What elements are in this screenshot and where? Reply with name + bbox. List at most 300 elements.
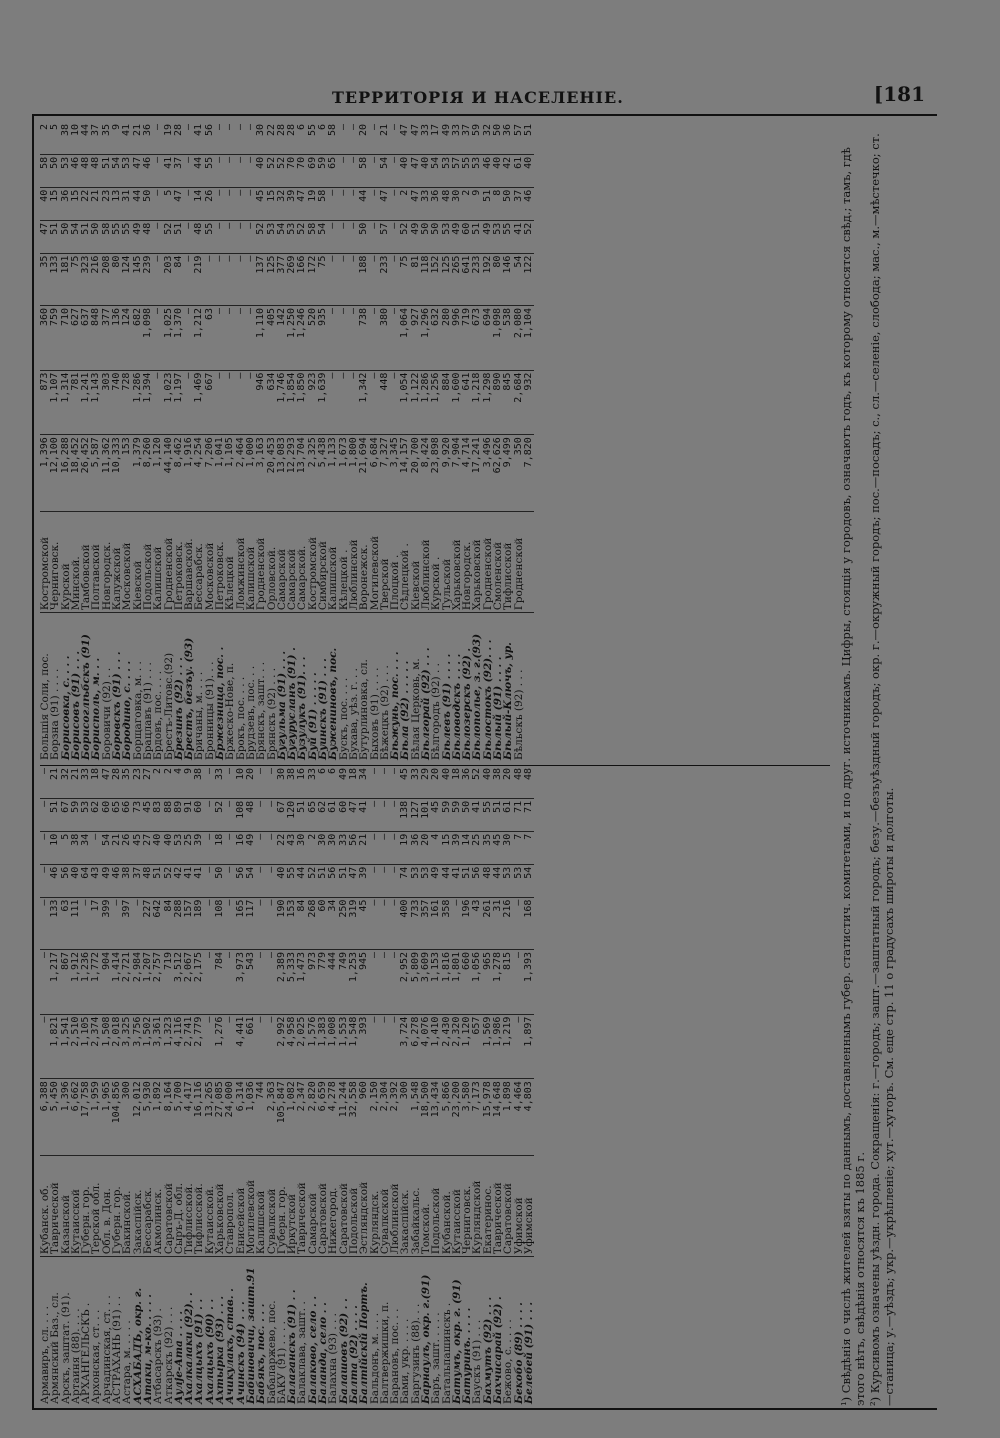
value-cell: 41 <box>122 122 132 154</box>
value-cell: 2,464 <box>236 435 246 512</box>
value-cell: 1,246 <box>297 305 307 370</box>
value-cell: — <box>370 831 380 864</box>
value-cell: 52 <box>267 154 277 187</box>
province-cell: Тифлисской. <box>194 1156 204 1257</box>
value-cell: 52 <box>524 220 534 253</box>
province-cell: Курляндск. <box>370 1156 380 1257</box>
value-cell: 1,082 <box>287 1079 297 1156</box>
value-cell: 2,320 <box>452 1014 462 1079</box>
province-cell: Гродненской <box>483 512 493 613</box>
value-cell: 19 <box>308 187 318 220</box>
province-cell: Тверской <box>380 512 390 613</box>
value-cell: — <box>153 122 163 154</box>
value-cell: 10 <box>236 766 246 798</box>
value-cell: 3,973 <box>236 949 246 1014</box>
value-cell: 40 <box>493 154 503 187</box>
value-cell: 543 <box>246 949 256 1014</box>
province-cell: Калишской <box>328 512 338 613</box>
value-cell: — <box>246 305 256 370</box>
value-cell: 2,018 <box>112 1014 122 1079</box>
page-header <box>32 82 937 112</box>
value-cell: — <box>328 370 338 435</box>
value-cell: 923 <box>308 370 318 435</box>
value-cell: 738 <box>359 305 369 370</box>
value-cell: 84 <box>174 253 184 305</box>
value-cell: — <box>390 766 400 798</box>
place-name-cell: Борисовъ (91) . . . <box>69 650 82 760</box>
place-name-cell: Бужениновъ, пос. <box>327 647 340 760</box>
value-cell: 22 <box>277 831 287 864</box>
value-cell: 12,012 <box>133 1079 143 1156</box>
value-cell: 54 <box>431 154 441 187</box>
value-cell: 10 <box>71 122 81 154</box>
value-cell: 49 <box>483 220 493 253</box>
value-cell: 60 <box>462 220 472 253</box>
province-cell: Бессарабск. <box>143 1156 153 1257</box>
value-cell: 66 <box>122 798 132 831</box>
value-cell: 55 <box>503 220 513 253</box>
value-cell: 1,323 <box>164 1014 174 1079</box>
value-cell: 21 <box>50 766 60 798</box>
value-cell: 15 <box>71 187 81 220</box>
value-cell: 47 <box>349 798 359 831</box>
value-cell: 44 <box>133 187 143 220</box>
value-cell: 5,587 <box>91 435 101 512</box>
value-cell: — <box>225 949 235 1014</box>
value-cell: — <box>225 154 235 187</box>
value-cell: 2,684 <box>514 370 524 435</box>
value-cell: 75 <box>71 253 81 305</box>
value-cell: 39 <box>359 864 369 897</box>
value-cell: — <box>215 122 225 154</box>
place-name-cell: Баланда, село . . <box>317 1302 330 1404</box>
value-cell: — <box>370 220 380 253</box>
value-cell: 43 <box>472 897 482 949</box>
value-cell: 73 <box>133 798 143 831</box>
value-cell: 67 <box>277 798 287 831</box>
value-cell: 2,389 <box>277 949 287 1014</box>
place-name-cell: Балаклава, зашт. . <box>296 1301 309 1404</box>
value-cell: 40 <box>524 154 534 187</box>
place-name-cell: Балтійскій Портъ. <box>358 1282 371 1404</box>
value-cell: 1,250 <box>287 305 297 370</box>
province-cell: Саратовской <box>164 1156 174 1257</box>
value-cell: 33 <box>421 122 431 154</box>
value-cell: 58 <box>40 154 50 187</box>
value-cell: — <box>215 305 225 370</box>
province-cell: Черниговск. <box>462 1156 472 1257</box>
value-cell: 2,025 <box>297 1014 307 1079</box>
place-name-cell: Балтвержишки, п. <box>378 1301 391 1404</box>
value-cell: 21 <box>133 122 143 154</box>
value-cell: 4,958 <box>287 1014 297 1079</box>
value-cell: 46 <box>71 154 81 187</box>
value-cell: — <box>380 897 390 949</box>
value-cell: 17,758 <box>81 1079 91 1156</box>
value-cell: 153 <box>122 435 132 512</box>
value-cell: 41 <box>184 864 194 897</box>
value-cell: 965 <box>483 949 493 1014</box>
value-cell: 867 <box>61 949 71 1014</box>
value-cell: 3,580 <box>462 1079 472 1156</box>
value-cell: — <box>390 798 400 831</box>
value-cell: 9 <box>472 187 482 220</box>
value-cell: — <box>40 1014 50 1079</box>
place-name-cell: Армянский Баз., сл. <box>49 1292 62 1404</box>
value-cell: 927 <box>411 305 421 370</box>
value-cell: 3,361 <box>153 1014 163 1079</box>
value-cell: 196 <box>462 897 472 949</box>
value-cell: 62 <box>91 798 101 831</box>
value-cell: 50 <box>215 864 225 897</box>
value-cell: 30 <box>277 766 287 798</box>
value-cell: 47 <box>411 122 421 154</box>
value-cell: 1,965 <box>102 1079 112 1156</box>
value-cell: 52 <box>472 766 482 798</box>
value-cell: 18 <box>349 766 359 798</box>
value-cell: 56 <box>349 831 359 864</box>
province-cell: Губерн. гор. <box>112 1156 122 1257</box>
value-cell: 54 <box>71 220 81 253</box>
value-cell: 1,898 <box>503 1079 513 1156</box>
value-cell: — <box>184 253 194 305</box>
place-name-cell: Балахна (93) . . . <box>327 1312 340 1404</box>
value-cell: 660 <box>462 949 472 1014</box>
value-cell: 673 <box>472 305 482 370</box>
value-cell: 13 <box>112 187 122 220</box>
value-cell: 3,345 <box>390 435 400 512</box>
place-name-cell: Бѣлозерскъ (92) . <box>461 647 474 760</box>
value-cell: 27 <box>143 766 153 798</box>
province-cell: Сувалкской <box>267 1156 277 1257</box>
value-cell: — <box>205 949 215 1014</box>
value-cell: 52 <box>277 154 287 187</box>
value-cell: 3,756 <box>133 1014 143 1079</box>
value-cell: — <box>267 864 277 897</box>
value-cell: — <box>225 187 235 220</box>
value-cell: 51 <box>493 798 503 831</box>
place-name-cell: Бухава, уѣз. г. . . <box>347 667 360 760</box>
value-cell: 14 <box>194 187 204 220</box>
province-cell: Уфимской <box>524 1156 534 1257</box>
value-cell: 1,821 <box>50 1014 60 1079</box>
value-cell: — <box>153 187 163 220</box>
value-cell: — <box>390 864 400 897</box>
place-name-cell: АСХАБАДЪ, окр. г. <box>131 1287 144 1404</box>
value-cell: 30 <box>503 831 513 864</box>
value-cell: 1,286 <box>421 370 431 435</box>
province-cell: Сѣдлецкой . <box>400 512 410 613</box>
value-cell: 27,085 <box>215 1079 225 1156</box>
value-cell: 59 <box>452 798 462 831</box>
place-name-cell: Балаганскъ (91) . . <box>286 1289 299 1404</box>
province-cell: Забайкальс. <box>411 1156 421 1257</box>
value-cell: — <box>370 370 380 435</box>
value-cell: 4 <box>431 831 441 864</box>
value-cell: — <box>225 305 235 370</box>
value-cell: 3,496 <box>483 435 493 512</box>
value-cell: 46 <box>143 154 153 187</box>
value-cell: — <box>246 220 256 253</box>
value-cell: 7 <box>514 831 524 864</box>
value-cell: 1,746 <box>277 370 287 435</box>
value-cell: 30 <box>318 831 328 864</box>
place-name-cell: Бѣлевъ (91) . . . . <box>440 653 453 760</box>
value-cell: 9 <box>184 766 194 798</box>
value-cell: 60 <box>339 798 349 831</box>
value-cell: 117 <box>246 897 256 949</box>
value-cell: — <box>184 305 194 370</box>
value-cell: 1,064 <box>400 305 410 370</box>
place-name-cell: Атаки, м-ко. . . . . <box>141 1294 154 1404</box>
value-cell: 74 <box>400 864 410 897</box>
value-cell: 42 <box>503 154 513 187</box>
value-cell: 30 <box>452 187 462 220</box>
value-cell: 58 <box>308 220 318 253</box>
value-cell: 1,296 <box>421 305 431 370</box>
province-cell: Нижегород. <box>328 1156 338 1257</box>
value-cell: 1,548 <box>349 1014 359 1079</box>
value-cell: 190 <box>277 897 287 949</box>
value-cell: 1,379 <box>133 435 143 512</box>
value-cell: 2 <box>462 187 472 220</box>
value-cell: 2,510 <box>71 1014 81 1079</box>
value-cell: — <box>225 220 235 253</box>
value-cell: 45 <box>143 798 153 831</box>
value-cell: — <box>349 253 359 305</box>
value-cell: — <box>225 831 235 864</box>
value-cell: 53 <box>514 864 524 897</box>
value-cell: 16 <box>236 831 246 864</box>
place-name-cell: Бѣловодскъ . . . . <box>450 653 463 760</box>
value-cell: 81 <box>411 253 421 305</box>
value-cell: — <box>267 831 277 864</box>
value-cell: — <box>256 798 266 831</box>
value-cell: 2 <box>40 122 50 154</box>
place-name-cell: Бржезница, пос. . <box>214 646 227 760</box>
place-name-cell: Ахалцыхъ (90) . . <box>203 1298 216 1404</box>
place-name-cell: Буинскъ (91) . . . <box>317 658 330 760</box>
value-cell: 18 <box>452 766 462 798</box>
value-cell: 61 <box>514 154 524 187</box>
value-cell: 12,293 <box>287 435 297 512</box>
value-cell: 58 <box>318 187 328 220</box>
value-cell: 2,067 <box>184 949 194 1014</box>
province-cell: Сыръ-Д. обл. <box>174 1156 184 1257</box>
value-cell: 48 <box>81 154 91 187</box>
value-cell: 749 <box>339 949 349 1014</box>
province-cell: Терской обл. <box>91 1156 101 1257</box>
value-cell: 47 <box>411 187 421 220</box>
value-cell: 50 <box>493 122 503 154</box>
value-cell: 1,553 <box>339 1014 349 1079</box>
value-cell: 1,414 <box>112 949 122 1014</box>
value-cell: 7,206 <box>205 435 215 512</box>
value-cell: 33 <box>421 187 431 220</box>
value-cell: — <box>184 187 194 220</box>
value-cell: 2,820 <box>308 1079 318 1156</box>
province-cell: Петроковск. <box>215 512 225 613</box>
value-cell: 20,700 <box>411 435 421 512</box>
value-cell: 2 <box>153 766 163 798</box>
value-cell: 5 <box>164 187 174 220</box>
value-cell: — <box>256 766 266 798</box>
value-cell: — <box>153 220 163 253</box>
value-cell: 57 <box>452 154 462 187</box>
value-cell: 44 <box>359 187 369 220</box>
place-name-cell: Бугульма (91) . . . <box>275 651 288 760</box>
value-cell: 39 <box>452 831 462 864</box>
value-cell: — <box>256 1014 266 1079</box>
value-cell: 45 <box>133 831 143 864</box>
value-cell: 2,150 <box>370 1079 380 1156</box>
place-name-cell: Бутурлиновка, сл. <box>358 659 371 760</box>
value-cell: 105,847 <box>277 1079 287 1156</box>
value-cell: 1,236 <box>81 949 91 1014</box>
value-cell: 56 <box>205 122 215 154</box>
value-cell: 189 <box>194 897 204 949</box>
place-name-cell: Брянскъ (92) . . . <box>265 667 278 760</box>
place-name-cell: Бами, укр. . . . . <box>399 1318 412 1404</box>
value-cell: 203 <box>164 253 174 305</box>
value-cell: 55 <box>112 220 122 253</box>
value-cell: — <box>205 253 215 305</box>
value-cell: 38 <box>122 864 132 897</box>
value-cell: 1,107 <box>50 370 60 435</box>
table-row <box>359 122 369 762</box>
value-cell: 1,850 <box>297 370 307 435</box>
place-name-cell: Балта (92) . . . . <box>347 1305 360 1404</box>
value-cell: 1,576 <box>308 1014 318 1079</box>
value-cell: 26 <box>122 831 132 864</box>
value-cell: — <box>380 864 390 897</box>
value-cell: — <box>349 220 359 253</box>
value-cell: 15 <box>442 831 452 864</box>
value-cell: 48 <box>442 187 452 220</box>
value-cell: 358 <box>442 897 452 949</box>
province-cell: Кутаисской <box>452 1156 462 1257</box>
value-cell: — <box>205 1014 215 1079</box>
value-cell: 2,325 <box>308 435 318 512</box>
value-cell: 38 <box>287 766 297 798</box>
value-cell: 448 <box>380 370 390 435</box>
value-cell: — <box>246 122 256 154</box>
place-name-cell: Баргузинъ (88). . . <box>409 1303 422 1404</box>
value-cell: — <box>236 122 246 154</box>
value-cell: 47 <box>400 122 410 154</box>
value-cell: 125 <box>442 253 452 305</box>
value-cell: 360 <box>40 305 50 370</box>
value-cell: 6 <box>318 766 328 798</box>
value-cell: 268 <box>308 897 318 949</box>
value-cell: 5,700 <box>174 1079 184 1156</box>
value-cell: 75 <box>400 253 410 305</box>
value-cell: 50 <box>421 220 431 253</box>
value-cell: 18,500 <box>421 1079 431 1156</box>
value-cell: — <box>205 864 215 897</box>
place-name-cell: Борисовка, с. . . . <box>59 655 72 760</box>
value-cell: 138 <box>400 798 410 831</box>
value-cell: 1,673 <box>339 435 349 512</box>
value-cell: 35 <box>40 253 50 305</box>
province-cell: Томской. <box>421 1156 431 1257</box>
value-cell: 53 <box>81 798 91 831</box>
province-cell: Саратовской <box>318 1156 328 1257</box>
value-cell: 7,904 <box>452 435 462 512</box>
value-cell: 377 <box>277 253 287 305</box>
table-row <box>524 766 534 1406</box>
province-cell: Смоленской <box>493 512 503 613</box>
province-cell: Акмолинск. <box>153 1156 163 1257</box>
value-cell: 904 <box>102 949 112 1014</box>
value-cell: 45 <box>493 831 503 864</box>
value-cell: 44 <box>81 122 91 154</box>
value-cell: 84 <box>297 897 307 949</box>
value-cell: 13,265 <box>205 1079 215 1156</box>
value-cell: 49 <box>133 220 143 253</box>
value-cell: 1,800 <box>349 435 359 512</box>
value-cell: 41 <box>452 864 462 897</box>
value-cell: 1,110 <box>256 305 266 370</box>
value-cell: 1,639 <box>318 370 328 435</box>
place-name-cell: Аулје-Ата . . . . <box>172 1310 185 1404</box>
value-cell: 54 <box>246 864 256 897</box>
value-cell: 15 <box>50 187 60 220</box>
value-cell: 538 <box>503 305 513 370</box>
column-divider <box>40 765 830 766</box>
value-cell: 21 <box>71 766 81 798</box>
province-cell: Могилевской <box>246 1156 256 1257</box>
value-cell: — <box>390 1014 400 1079</box>
value-cell: — <box>370 305 380 370</box>
value-cell: 6,388 <box>40 1079 50 1156</box>
value-cell: 136 <box>112 305 122 370</box>
value-cell: 23,200 <box>452 1079 462 1156</box>
value-cell: 71 <box>514 798 524 831</box>
value-cell: 884 <box>442 370 452 435</box>
place-name-cell: Брезинъ (92) . . . <box>172 657 185 760</box>
value-cell: — <box>225 897 235 949</box>
value-cell: — <box>370 122 380 154</box>
value-cell: 88 <box>164 798 174 831</box>
value-cell: 33 <box>81 766 91 798</box>
value-cell: 22 <box>267 122 277 154</box>
value-cell: 38 <box>71 831 81 864</box>
place-name-cell: Артаиня (88). . . . <box>69 1308 82 1404</box>
value-cell: — <box>225 864 235 897</box>
value-cell: 8 <box>493 187 503 220</box>
value-cell: 40 <box>164 831 174 864</box>
value-cell: 36 <box>431 187 441 220</box>
value-cell: 1,393 <box>524 949 534 1014</box>
value-cell: 188 <box>359 253 369 305</box>
value-cell: 44 <box>297 864 307 897</box>
value-cell: 51 <box>153 864 163 897</box>
value-cell: 122 <box>524 253 534 305</box>
value-cell: 6,314 <box>236 1079 246 1156</box>
value-cell: 641 <box>462 370 472 435</box>
place-name-cell: Бѣлгородъ (92) . . <box>430 663 443 760</box>
value-cell: 11,362 <box>102 435 112 512</box>
value-cell: 4,116 <box>174 1014 184 1079</box>
place-name-cell: Бронницы (91). . . <box>203 661 216 760</box>
province-cell: Варшавской. <box>184 512 194 613</box>
value-cell: 34 <box>359 766 369 798</box>
value-cell: 145 <box>133 253 143 305</box>
value-cell: 50 <box>503 187 513 220</box>
value-cell: 40 <box>483 766 493 798</box>
place-name-cell: Быховъ (91) . . . . <box>368 667 381 760</box>
